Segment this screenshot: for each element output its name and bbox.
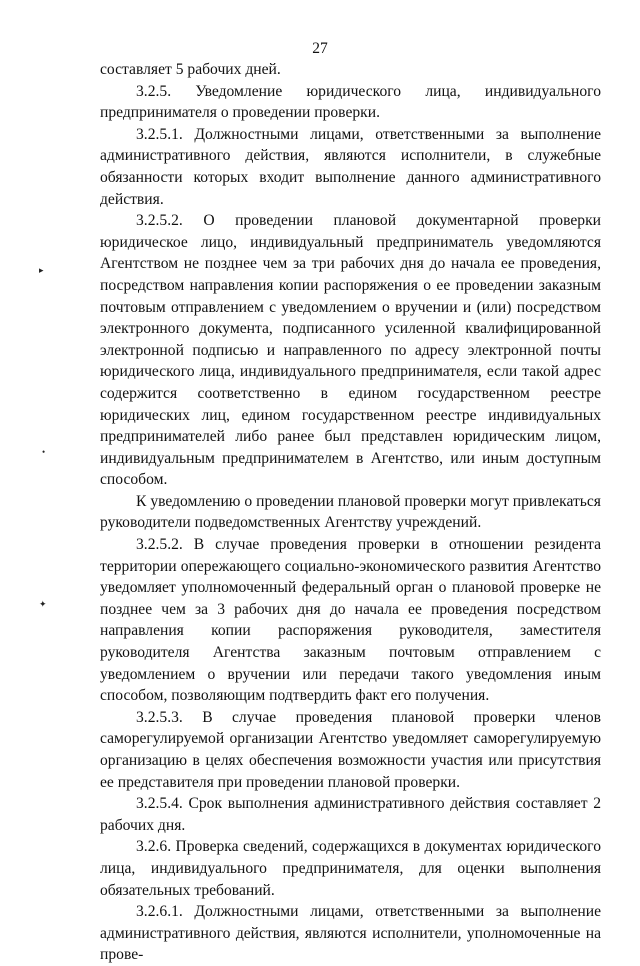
paragraph-subordinate-institutions: К уведомлению о проведении плановой проверки могут привлекаться руководители подведомственных Агентству учреждений. [100,492,601,532]
page-number: 27 [312,40,328,57]
paragraph-3-2-5-2-resident: 3.2.5.2. В случае проведения проверки в отношении резидента территории опережающего социально-экономического развития Агентство уведомляет уполномоченный федеральный орган о плановой проверке не позднее чем за 3 рабочих дня до начала ее проведения посредством направления копии распоряжения руководителя, заместителя руководителя Агентства заказным почтовым отправлением с уведомлением о вручении или передачи такого уведомления иным способом, позволяющим подтвердить факт его получения. [100,536,601,705]
paragraph-3-2-6-1: 3.2.6.1. Должностными лицами, ответственными за выполнение административного действия, являются исполнители, уполномоченные на прове- [100,903,601,964]
margin-mark-1: ▸ [39,265,44,275]
document-body [100,59,601,966]
paragraph-3-2-5-3: 3.2.5.3. В случае проведения плановой проверки членов саморегулируемой организации Агентство уведомляет саморегулируемую организацию в целях обеспечения возможности участия или присутствия ее представителя при проведении плановой проверки. [100,708,601,791]
margin-mark-3: ✦ [39,599,47,609]
paragraph-3-2-5: 3.2.5. Уведомление юридического лица, индивидуального предпринимателя о проведении проверки. [100,82,601,122]
paragraph-3-2-5-4: 3.2.5.4. Срок выполнения административного действия составляет 2 рабочих дня. [100,795,601,834]
paragraph-3-2-6: 3.2.6. Проверка сведений, содержащихся в документах юридического лица, индивидуального предпринимателя, для оценки выполнения обязательных требований. [100,838,601,899]
paragraph-continuation: составляет 5 рабочих дней. [100,61,281,78]
margin-mark-2: • [42,447,46,457]
paragraph-3-2-5-1: 3.2.5.1. Должностными лицами, ответственными за выполнение административного действия, являются исполнители, в служебные обязанности которых входит выполнение данного административного действия. [100,125,601,208]
paragraph-3-2-5-2-notification: 3.2.5.2. О проведении плановой документарной проверки юридическое лицо, индивидуальный предприниматель уведомляются Агентством не позднее чем за три рабочих дня до начала ее проведения, посредством направления копии распоряжения о ее проведении заказным почтовым отправлением с уведомлением о вручении и (или) посредством электронного документа, подписанного усиленной квалифицированной электронной подписью и направленного по адресу электронной почты юридического лица, индивидуального предпринимателя, если такой адрес содержится соответственно в едином государственном реестре юридических лиц, едином государственном реестре индивидуальных предпринимателей либо ранее был представлен юридическим лицом, индивидуальным предпринимателем в Агентство, или иным доступным способом. [100,212,601,489]
